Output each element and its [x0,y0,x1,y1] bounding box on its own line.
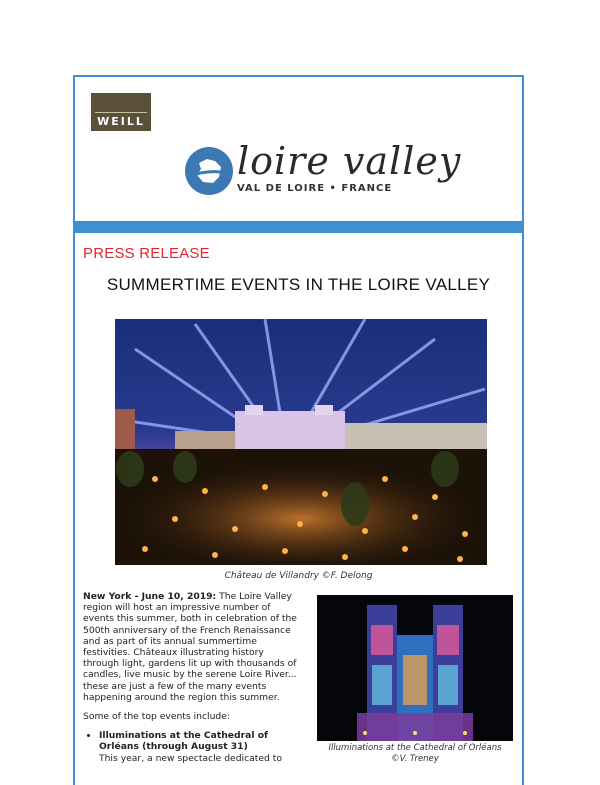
weill-logo [91,93,151,131]
weill-logo-rule [95,112,147,113]
header-band [75,221,522,233]
dateline: New York - June 10, 2019: [83,591,217,602]
intro-paragraph [83,591,301,703]
loire-valley-logo [185,139,462,207]
events-list [83,730,301,764]
orleans-photo-caption [317,743,513,765]
logo-tagline: VAL DE LOIRE • FRANCE [237,183,393,194]
events-intro: Some of the top events include: [83,711,230,723]
article-body [83,591,301,764]
page-title: SUMMERTIME EVENTS IN THE LOIRE VALLEY [106,275,491,294]
event-title: Illuminations at the Cathedral of Orléans (through August 31) [99,730,269,753]
press-release-label: PRESS RELEASE [83,245,210,262]
list-item [99,730,301,764]
orleans-caption-line2: ©V. Treney [391,754,439,764]
weill-logo-text: WEILL [97,115,145,128]
orleans-caption-line1: Illuminations at the Cathedral of Orléans [328,743,502,753]
france-globe-icon [185,147,233,195]
villandry-photo [115,319,487,565]
orleans-cathedral-photo [317,595,513,741]
logo-script: loire valley [237,139,462,183]
event-text: This year, a new spectacle dedicated to [99,752,283,764]
intro-text: The Loire Valley region will host an impressive number of events this summer, both in celebration of the 500th anniversary of the French Renaissance and as part of its annual summertime festivities. Châteaux illustrating history through light, gardens lit up with thousands of candles, live music by the serene Loire River... these are just a few of the many events happening around the region this summer. [83,591,297,703]
newsletter-frame [73,75,524,785]
villandry-photo-caption: Château de Villandry ©F. Delong [224,571,373,581]
